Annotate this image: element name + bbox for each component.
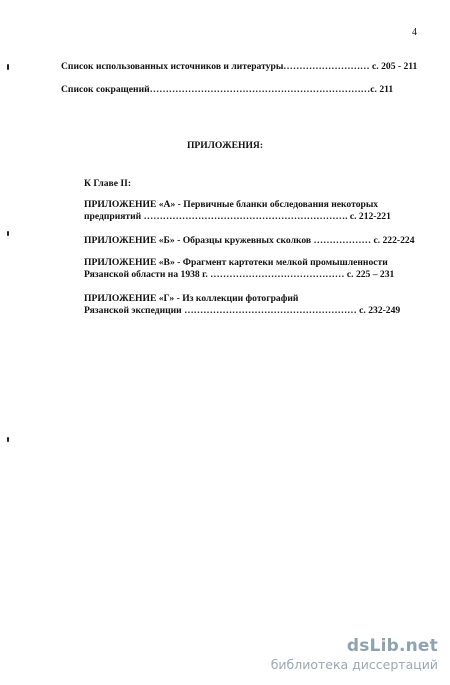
page-number: 4 — [412, 27, 417, 38]
scan-margin-mark — [7, 437, 9, 442]
chapter-label: К Главе II: — [84, 178, 132, 189]
appendix-g-line-2: Рязанской экспедиции ……………………………………………… с. 232-249 — [84, 305, 401, 316]
scan-margin-mark — [7, 64, 9, 70]
appendix-v-line-2: Рязанской области на 1938 г. …………………………………… с. 225 – 231 — [84, 269, 395, 280]
scan-margin-mark — [7, 231, 9, 236]
watermark — [271, 636, 438, 672]
appendix-a-line-2: предприятий ………………………………………………………. с. 212-221 — [84, 211, 391, 222]
toc-entry-sources: Список использованных источников и литературы……………………… с. 205 - 211 — [61, 61, 418, 72]
appendix-g-line-1: ПРИЛОЖЕНИЕ «Г» - Из коллекции фотографий — [84, 293, 299, 304]
appendices-heading: ПРИЛОЖЕНИЯ: — [186, 140, 264, 151]
appendix-a-line-1: ПРИЛОЖЕНИЕ «А» - Первичные бланки обследования некоторых — [84, 199, 379, 210]
appendix-v-line-1: ПРИЛОЖЕНИЕ «В» - Фрагмент картотеки мелкой промышленности — [84, 257, 388, 268]
watermark-subtitle: библиотека диссертаций — [270, 657, 438, 672]
watermark-logo: dsLib.net — [346, 636, 438, 656]
appendix-b-line-1: ПРИЛОЖЕНИЕ «Б» - Образцы кружевных сколков ……………… с. 222-224 — [84, 235, 415, 246]
toc-entry-abbreviations: Список сокращений……………………………………………………………с. 211 — [61, 84, 394, 95]
